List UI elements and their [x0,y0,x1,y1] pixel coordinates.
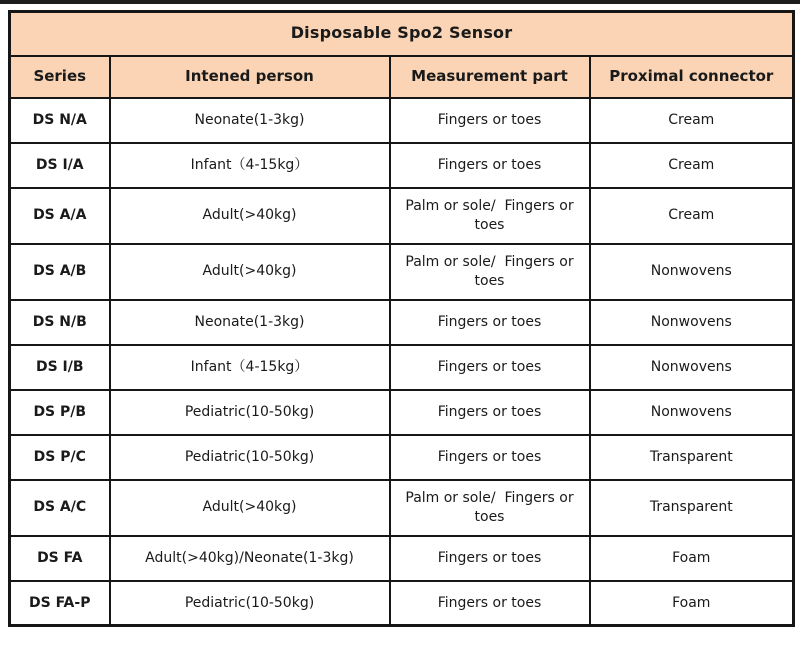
measurement-part-cell: Palm or sole/ Fingers or toes [390,188,590,244]
column-header-series: Series [10,56,110,98]
table-row [10,581,794,626]
table-row [10,480,794,536]
proximal-connector-cell: Cream [590,98,794,143]
series-cell: DS A/B [10,244,110,300]
proximal-connector-cell: Transparent [590,480,794,536]
intended-person-cell: Infant（4-15kg） [110,345,390,390]
title-row [10,12,794,56]
table-row [10,300,794,345]
proximal-connector-cell: Cream [590,188,794,244]
intended-person-cell: Pediatric(10-50kg) [110,390,390,435]
table-row [10,345,794,390]
measurement-part-cell: Fingers or toes [390,300,590,345]
series-cell: DS P/C [10,435,110,480]
table-row [10,244,794,300]
proximal-connector-cell: Foam [590,536,794,581]
proximal-connector-cell: Nonwovens [590,390,794,435]
proximal-connector-cell: Nonwovens [590,300,794,345]
measurement-part-cell: Fingers or toes [390,536,590,581]
proximal-connector-cell: Nonwovens [590,345,794,390]
column-header-proximal-connector: Proximal connector [590,56,794,98]
top-divider-line [0,0,800,4]
intended-person-cell: Pediatric(10-50kg) [110,581,390,626]
measurement-part-cell: Fingers or toes [390,581,590,626]
table-row [10,143,794,188]
table-title: Disposable Spo2 Sensor [10,12,794,56]
intended-person-cell: Infant（4-15kg） [110,143,390,188]
measurement-part-cell: Palm or sole/ Fingers or toes [390,244,590,300]
series-cell: DS FA-P [10,581,110,626]
series-cell: DS FA [10,536,110,581]
proximal-connector-cell: Nonwovens [590,244,794,300]
table-row [10,435,794,480]
proximal-connector-cell: Foam [590,581,794,626]
series-cell: DS N/A [10,98,110,143]
intended-person-cell: Pediatric(10-50kg) [110,435,390,480]
series-cell: DS I/A [10,143,110,188]
series-cell: DS A/A [10,188,110,244]
intended-person-cell: Neonate(1-3kg) [110,98,390,143]
proximal-connector-cell: Cream [590,143,794,188]
measurement-part-cell: Fingers or toes [390,345,590,390]
header-row [10,56,794,98]
measurement-part-cell: Fingers or toes [390,143,590,188]
series-cell: DS P/B [10,390,110,435]
proximal-connector-cell: Transparent [590,435,794,480]
series-cell: DS I/B [10,345,110,390]
column-header-intended-person: Intened person [110,56,390,98]
table-row [10,390,794,435]
spo2-sensor-table [8,10,795,627]
series-cell: DS N/B [10,300,110,345]
intended-person-cell: Adult(>40kg) [110,188,390,244]
measurement-part-cell: Fingers or toes [390,435,590,480]
table-row [10,188,794,244]
measurement-part-cell: Fingers or toes [390,390,590,435]
table-row [10,98,794,143]
table-row [10,536,794,581]
intended-person-cell: Adult(>40kg)/Neonate(1-3kg) [110,536,390,581]
intended-person-cell: Adult(>40kg) [110,244,390,300]
intended-person-cell: Adult(>40kg) [110,480,390,536]
column-header-measurement-part: Measurement part [390,56,590,98]
measurement-part-cell: Palm or sole/ Fingers or toes [390,480,590,536]
series-cell: DS A/C [10,480,110,536]
measurement-part-cell: Fingers or toes [390,98,590,143]
intended-person-cell: Neonate(1-3kg) [110,300,390,345]
